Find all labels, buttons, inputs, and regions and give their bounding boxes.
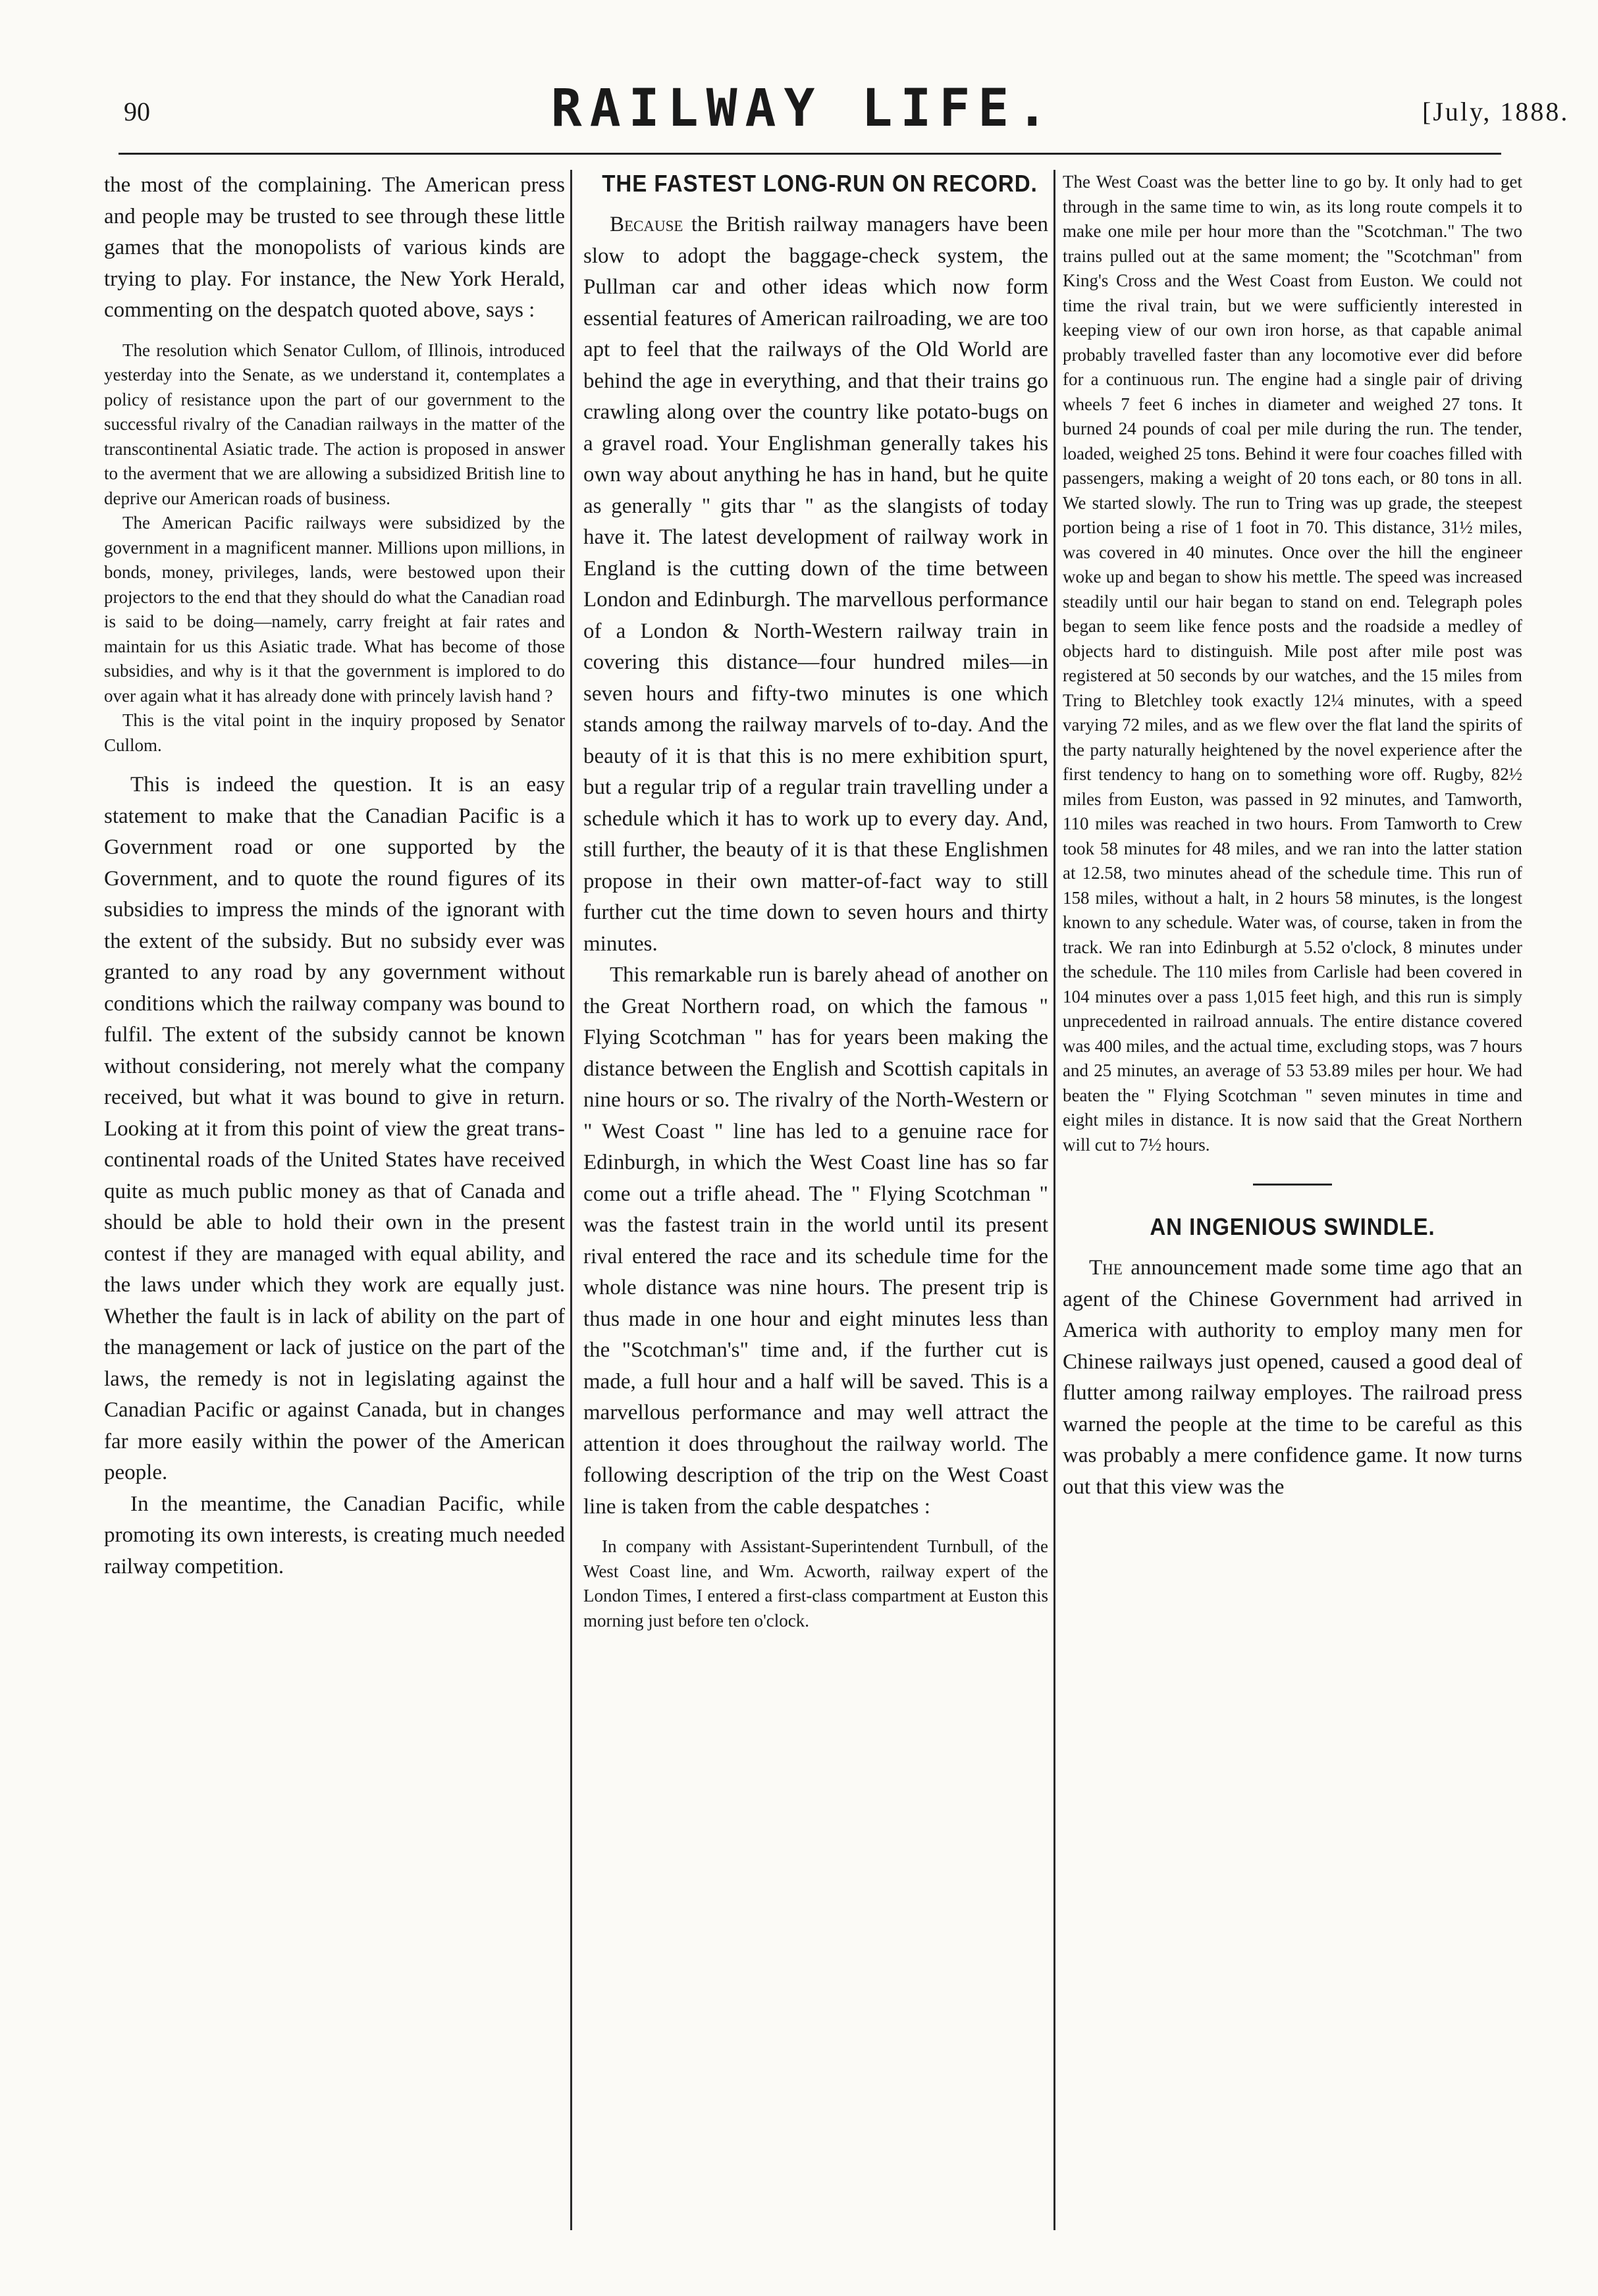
article-paragraph: In the meantime, the Canadian Pacific, while promoting its own interests, is creating much needed railway competition. [104,1492,565,1578]
column-divider [570,170,572,2230]
article-heading: AN INGENIOUS SWINDLE. [1150,1213,1435,1240]
article-paragraph [583,209,1048,960]
masthead: RAILWAY LIFE. [550,79,1056,138]
quoted-paragraph: The American Pacific railways were subsidized by the government in a magnificent manner. Millions upon millions, in bonds, money, privileges, lands, were bestowed upon their projectors to the end that they should do what the Canadian road is said to be doing—namely, carry freight at fair rates and maintain for us this Asiatic trade. What has become of those subsidies, and why is it that the government is implored to do over again what it has already done with princely lavish hand ? [104,513,565,706]
quoted-paragraph: The West Coast was the better line to go by. It only had to get through in the same time to win, as its long route compels it to make one mile per hour more than the "Scotchman." The two trains pulled out at the same moment; the "Scotchman" from King's Cross and the West Coast from Euston. We could not time the rival train, but we were sufficiently interested in keeping view of our own iron horse, as that capable animal probably travelled faster than any locomotive ever did before for a continuous run. The engine had a single pair of driving wheels 7 feet 6 inches in diameter and weighed 27 tons. It burned 24 pounds of coal per mile during the run. The tender, loaded, weighed 25 tons. Behind it were four coaches filled with passengers, making a weight of 20 tons each, or 80 tons in all. We started slowly. The run to Tring was up grade, the steepest portion being a rise of 1 foot in 70. This distance, 31½ miles, was covered in 40 minutes. Once over the hill the engineer woke up and began to show his mettle. The speed was increased steadily until our hair began to stand on end. Telegraph poles began to seem like fence posts and the roadside a medley of objects hard to distinguish. Mile post after mile post was registered at 50 seconds by our watches, and the 15 miles from Tring to Bletchley took exactly 12¼ minutes, with a speed varying 72 miles, and as we flew over the flat land the spirits of the party naturally heightened by the novel experience after the first tendency to hang on to something wore off. Rugby, 82½ miles from Euston, was passed in 92 minutes, and Tamworth, 110 miles was reached in two hours. From Tamworth to Crew took 58 minutes for 48 miles, and we ran into the latter station at 12.58, two minutes ahead of the schedule time. This run of 158 miles, without a halt, in 2 hours 58 minutes, is the longest known to any schedule. Water was, of course, taken in from the track. We ran into Edinburgh at 5.52 o'clock, 8 minutes under the schedule. The 110 miles from Carlisle had been covered in 104 minutes over a pass 1,015 feet high, and this run is simply unprecedented in railroad annuals. The entire distance covered was 400 miles, and the actual time, excluding stops, was 7 hours and 25 minutes, an average of 53 53.89 miles per hour. We had beaten the " Flying Scotchman " seven minutes in time and eight miles in distance. It is now said that the Great Northern will cut to 7½ hours. [1063,172,1522,1155]
column-3 [1063,170,1522,1503]
quoted-paragraph: This is the vital point in the inquiry proposed by Senator Cullom. [104,710,565,755]
column-2 [583,170,1048,1633]
quoted-paragraph: In company with Assistant-Superintendent Turnbull, of the West Coast line, and Wm. Acworth, railway expert of the London Times, I entered a first-class compartment at Euston this morning just before ten o'clock. [583,1536,1048,1631]
column-divider [1053,170,1055,2230]
article-paragraph [1063,1253,1522,1503]
article-paragraph: This is indeed the question. It is an easy statement to make that the Canadian Pacific is a Government road or one supported by the Government, and to quote the round figures of its subsidies to impress the minds of the ignorant with the extent of the subsidy. But no subsidy ever was granted to any road by any government without conditions which the railway company was bound to fulfil. The extent of the subsidy cannot be known without considering, not merely what the company received, but what it was bound to give in return. Looking at it from this point of view the great trans-continental roads of the United States have received quite as much public money as that of Canada and should be able to hold their own in the present contest if they are managed with equal ability, and the laws under which they work are equally just. Whether the fault is in lack of ability on the part of the management or lack of justice on the part of the laws, the remedy is not in legislating against the Canadian Pacific or against Canada, but in changes far more easily within the power of the American people. [104,773,565,1484]
paragraph-text: the British railway managers have been slow to adopt the baggage-check system, the Pullman car and other ideas which now form essential features of American railroading, we are too apt to feel that the railways of the Old World are behind the age in everything, and that their trains go crawling along over the country like potato-bugs on a gravel road. Your Englishman generally takes his own way about anything he has in hand, but he quite as generally " gits thar " as the slangists of today have it. The latest development of railway work in England is the cutting down of the time between London and Edinburgh. The marvellous performance of a London & North-Western railway train in covering this distance—four hundred miles—in seven hours and fifty-two minutes is one which stands among the railway marvels of to-day. And the beauty of it is that this is no mere exhibition spurt, but a regular trip of a regular train travelling under a schedule which it has to work up to every day. And, still further, the beauty of it is that these Englishmen propose in their own matter-of-fact way to still further cut the time down to seven hours and thirty minutes. [583,213,1048,956]
quoted-paragraph: The resolution which Senator Cullom, of Illinois, introduced yesterday into the Senate, as we understand it, contemplates a policy of resistance upon the part of our government to the successful rivalry of the Canadian railways in the matter of the transcontinental Asiatic trade. The action is proposed in answer to the averment that we are allowing a subsidized British line to deprive our American roads of business. [104,340,565,508]
article-paragraph: the most of the complaining. The American press and people may be trusted to see through these little games that the monopolists of various kinds are trying to play. For instance, the New York Herald, commenting on the despatch quoted above, says : [104,173,565,322]
article-heading: THE FASTEST LONG-RUN ON RECORD. [602,170,1038,197]
article-paragraph: This remarkable run is barely ahead of another on the Great Northern road, on which the famous " Flying Scotchman " has for years been making the distance between the English and Scottish capitals in nine hours or so. The rivalry of the North-Western or " West Coast " line has led to a genuine race for Edinburgh, in which the West Coast line has so far come out a trifle ahead. The " Flying Scotchman " was the fastest train in the world until its present rival entered the race and its schedule time for the whole distance was nine hours. The present trip is thus made in one hour and eight minutes less than the "Scotchman's" time and, if the further cut is made, a full hour and a half will be saved. This is a marvellous performance and may well attract the attention it does throughout the railway world. The following description of the trip on the West Coast line is taken from the cable despatches : [583,963,1048,1519]
paragraph-text: announcement made some time ago that an agent of the Chinese Government had arrived in America with authority to employ many men for Chinese railways just opened, caused a good deal of flutter among railway employes. The railroad press warned the people at the time to be careful as this was probably a mere confidence game. It now turns out that this view was the [1063,1256,1522,1499]
header-rule [119,153,1501,155]
lead-word: The [1089,1256,1123,1280]
issue-date: [July, 1888. [1422,97,1570,126]
page-number: 90 [124,97,150,126]
column-1 [104,170,565,1582]
lead-word: Because [610,213,683,236]
section-rule [1253,1184,1332,1186]
page-header [0,0,1598,158]
